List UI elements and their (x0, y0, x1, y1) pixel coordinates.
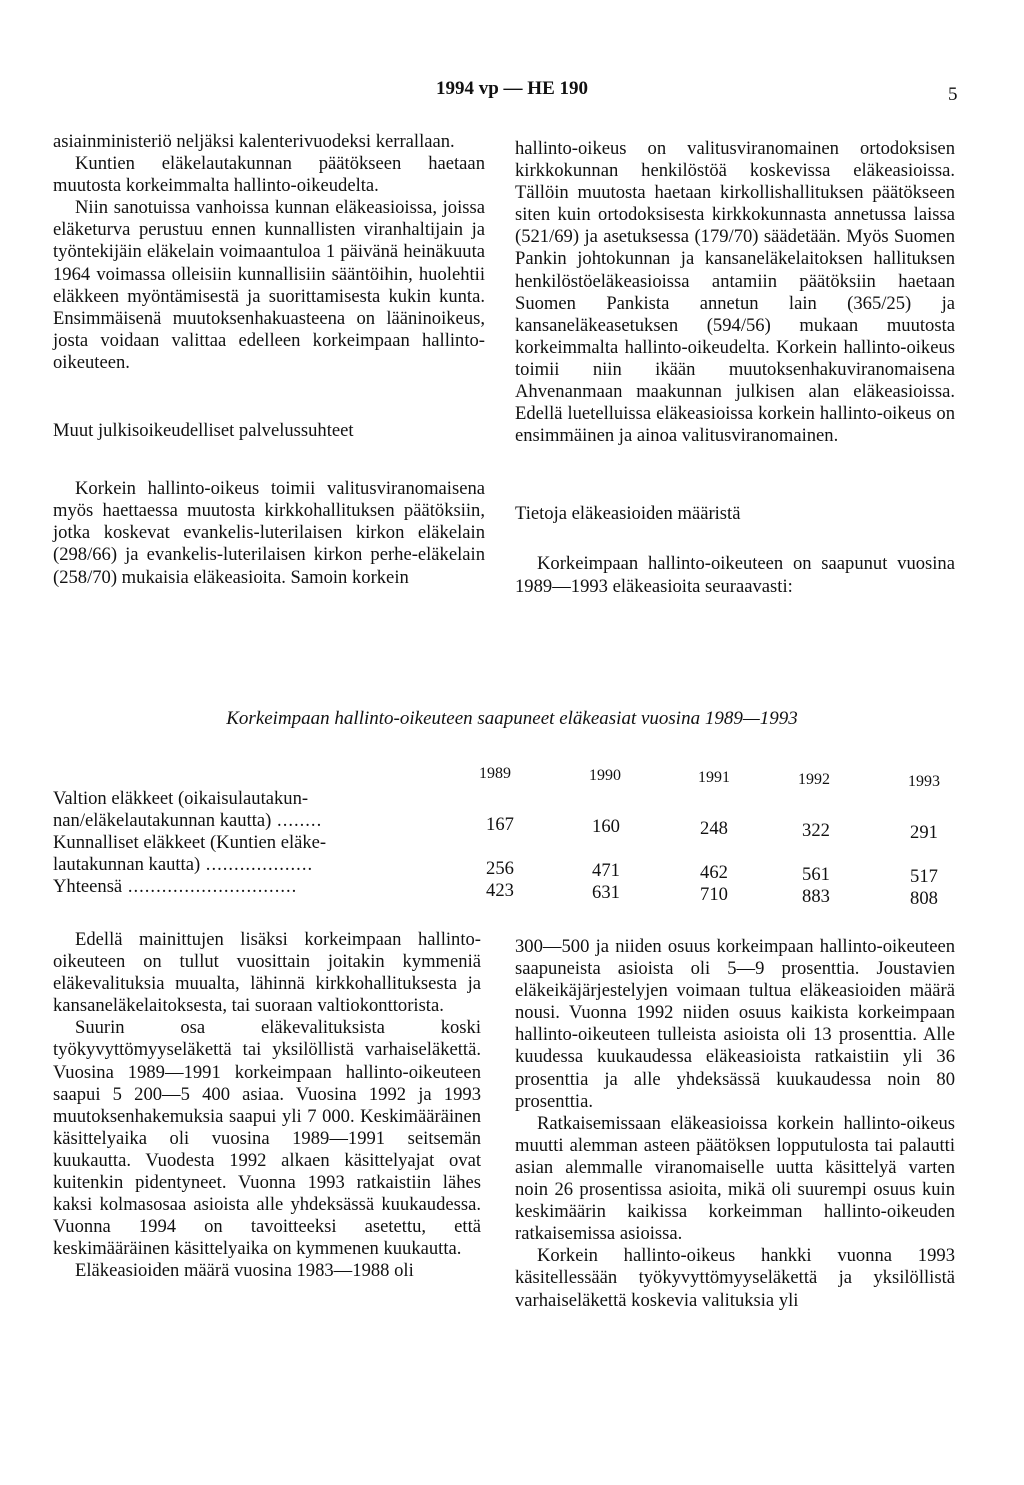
table-cell: 462 (700, 862, 728, 883)
year-header: 1993 (908, 773, 940, 790)
row-label-line: Yhteensä .............................. (53, 876, 298, 897)
paragraph: Korkein hallinto-oikeus toimii valitusviranomaisena myös haettaessa muutosta kirkkohallituksen päätöksiin, jotka koskevat evankelis-luterilaisen kirkon eläkelain (298/66) ja evankelis-luterilaisen kirkon perhe-eläkelain (258/70) mukaisia eläkeasioita. Samoin korkein (53, 478, 485, 588)
row-label-line: nan/eläkelautakunnan kautta) ........ (53, 810, 323, 831)
row-label-line: lautakunnan kautta) ................... (53, 854, 314, 875)
table-row-label (53, 876, 418, 898)
year-header: 1992 (798, 771, 830, 788)
running-header: 1994 vp — HE 190 (435, 78, 589, 99)
table-row-label (53, 788, 418, 832)
right-column-top (515, 138, 955, 598)
paragraph: Kuntien eläkelautakunnan päätökseen haetaan muutosta korkeimmalta hallinto-oikeudelta. (53, 153, 485, 197)
row-label-line: Kunnalliset eläkkeet (Kuntien eläke- (53, 832, 327, 853)
section-heading: Muut julkisoikeudelliset palvelussuhteet (53, 420, 354, 442)
table-cell: 631 (592, 882, 620, 903)
table-cell: 471 (592, 860, 620, 881)
page-number: 5 (948, 84, 958, 105)
paragraph: Korkein hallinto-oikeus hankki vuonna 1993 käsitellessään työkyvyttömyyseläkettä ja yksilöllistä varhaiseläkettä koskevia valituksia yli (515, 1245, 955, 1311)
paragraph: 300—500 ja niiden osuus korkeimpaan hallinto-oikeuteen saapuneista asioista oli 5—9 prosenttia. Joustavien eläkeikäjärjestelyjen voimaan tultua eläkeasioiden määrä nousi. Vuonna 1992 niiden osuus kaikista korkeimpaan hallinto-oikeuteen tulleista asioista oli 13 prosenttia. Alle kuudessa kuukaudessa eläkeasioista ratkaistiin yli 36 prosenttia ja alle yhdeksässä kuukaudessa noin 80 prosenttia. (515, 936, 955, 1112)
paragraph: Ratkaisemissaan eläkeasioissa korkein hallinto-oikeus muutti alemman asteen päätöksen lopputulosta tai palautti asian alemmalle viranomaiselle uutta käsittelyä varten noin 26 prosentissa asioita, mikä oli suurempi osuus kuin keskimäärin kaikissa korkeimman hallinto-oikeuden ratkaisemissa asioissa. (515, 1112, 955, 1245)
table-cell: 883 (802, 886, 830, 907)
table-cell: 561 (802, 864, 830, 885)
table-cell: 160 (592, 816, 620, 837)
paragraph: Eläkeasioiden määrä vuosina 1983—1988 oli (75, 1260, 414, 1282)
year-header: 1990 (589, 767, 621, 784)
table-cell: 517 (910, 866, 938, 887)
table-cell: 423 (486, 880, 514, 901)
left-column-bottom (53, 929, 481, 1283)
paragraph: Edellä mainittujen lisäksi korkeimpaan hallinto-oikeuteen on tullut vuosittain joitakin kymmeniä eläkevalituksia muualta, lähinnä kirkkohallituksesta ja kansaneläkelaitoksesta, tai suoraan valtiokonttorista. (53, 929, 481, 1017)
table-header-years (0, 765, 1024, 789)
paragraph: asiainministeriö neljäksi kalenterivuodeksi kerrallaan. (53, 131, 455, 152)
row-label-line: Valtion eläkkeet (oikaisulautakun- (53, 788, 309, 809)
table-title: Korkeimpaan hallinto-oikeuteen saapuneet eläkeasiat vuosina 1989—1993 (226, 708, 798, 729)
section-heading: Tietoja eläkeasioiden määristä (515, 503, 741, 525)
pension-table (0, 788, 1024, 918)
right-column-bottom (515, 936, 955, 1312)
left-column-top (53, 131, 485, 589)
table-cell: 710 (700, 884, 728, 905)
table-cell: 808 (910, 888, 938, 909)
table-cell: 291 (910, 822, 938, 843)
paragraph: Korkeimpaan hallinto-oikeuteen on saapunut vuosina 1989—1993 eläkeasioita seuraavasti: (515, 553, 955, 597)
table-cell: 167 (486, 814, 514, 835)
paragraph: Niin sanotuissa vanhoissa kunnan eläkeasioissa, joissa eläketurva perustuu ennen kunnallisten viranhaltijain ja työntekijäin eläkelain voimaantuloa 1 päivänä heinäkuuta 1964 voimassa olleisiin kunnallisiin sääntöihin, huolehtii eläkkeen myöntämisestä ja suorittamisesta kukin kunta. Ensimmäisenä muutoksenhakuasteena on lääninoikeus, josta voidaan valittaa edelleen korkeimpaan hallinto-oikeuteen. (53, 197, 485, 373)
table-cell: 322 (802, 820, 830, 841)
year-header: 1991 (698, 769, 730, 786)
table-cell: 256 (486, 858, 514, 879)
year-header: 1989 (479, 765, 511, 782)
table-cell: 248 (700, 818, 728, 839)
paragraph: Suurin osa eläkevalituksista koski työkyvyttömyyseläkettä tai yksilöllistä varhaiseläkettä. Vuosina 1989—1991 korkeimpaan hallinto-oikeuteen saapui 5 200—5 400 asiaa. Vuosina 1992 ja 1993 muutoksenhakemuksia saapui yli 7 000. Keskimääräinen käsittelyaika oli vuosina 1989—1991 seitsemän kuukautta. Vuodesta 1992 alkaen käsittelyajat ovat kuitenkin pidentyneet. Vuonna 1993 ratkaistiin lähes kaksi kolmasosaa asioista alle yhdeksässä kuukaudessa. Vuonna 1994 on tavoitteeksi asetettu, että keskimääräinen käsittelyaika on kymmenen kuukautta. (53, 1017, 481, 1260)
table-row-label (53, 832, 418, 876)
paragraph: hallinto-oikeus on valitusviranomainen ortodoksisen kirkkokunnan henkilöstöä koskevissa eläkeasioissa. Tällöin muutosta haetaan kirkollishallituksen päätökseen siten kuin ortodoksisesta kirkkokunnasta annetussa laissa (521/69) ja asetuksessa (179/70) säädetään. Myös Suomen Pankin johtokunnan ja kansaneläkelaitoksen hallituksen henkilöstöeläkeasioissa antamiin päätöksiin haetaan Suomen Pankista annetun lain (365/25) ja kansaneläkeasetuksen (594/56) mukaan muutosta korkeimmalta hallinto-oikeudelta. Korkein hallinto-oikeus toimii niin ikään muutoksenhakuviranomaisena Ahvenanmaan maakunnan julkisen alan eläkeasioissa. Edellä luetelluissa eläkeasioissa korkein hallinto-oikeus on ensimmäinen ja ainoa valitusviranomainen. (515, 138, 955, 447)
